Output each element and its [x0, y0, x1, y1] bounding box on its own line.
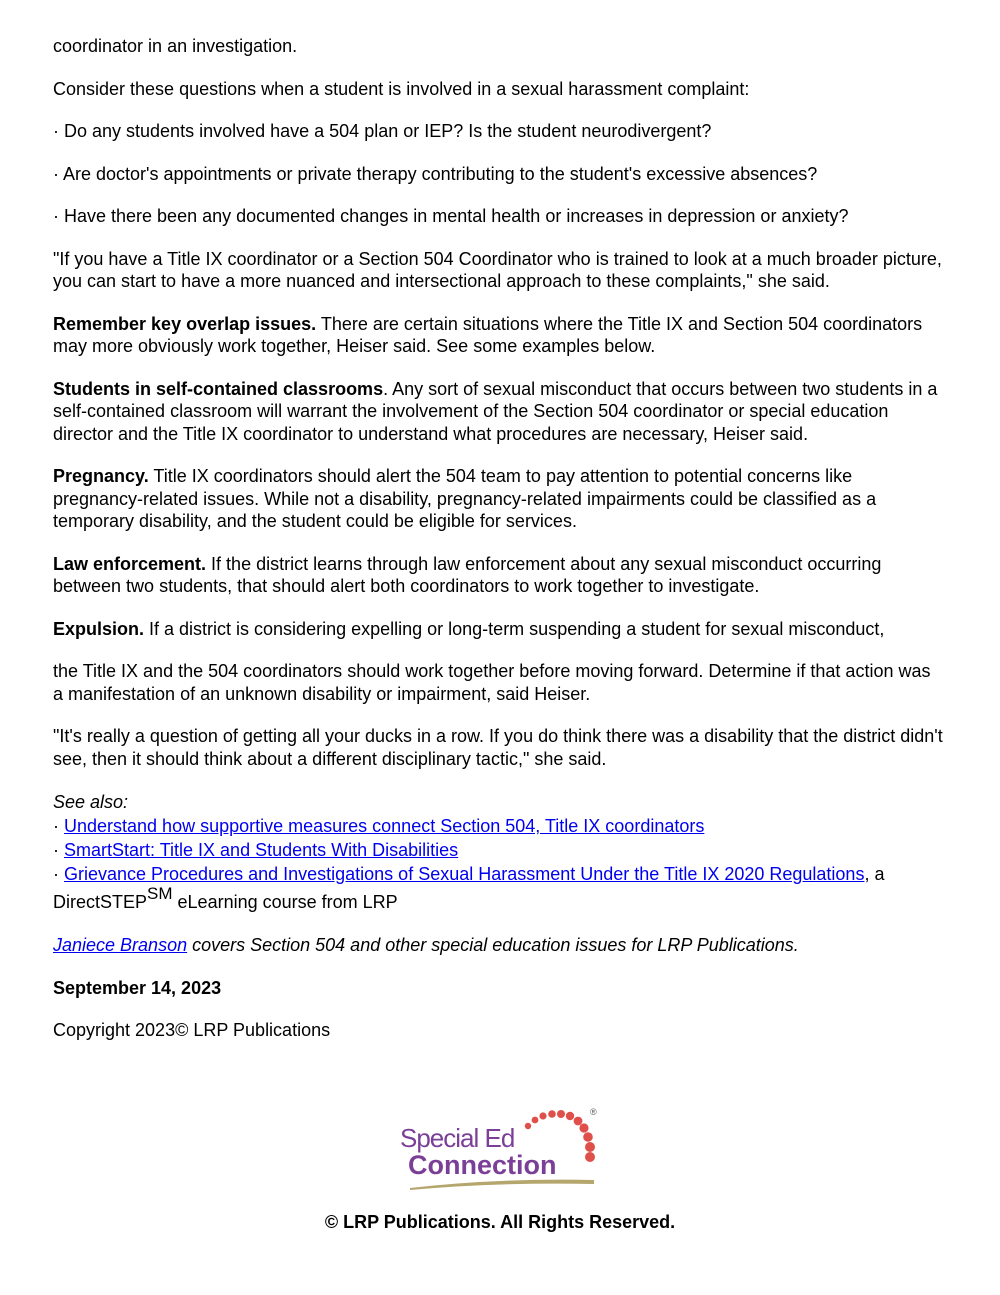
section-pregnancy — [53, 465, 943, 533]
section-text: Title IX coordinators should alert the 504 team to pay attention to potential concerns like pregnancy-related issues. While not a disability, pregnancy-related impairments could be classified as a temporary disability, and the student could be eligible for services. — [53, 466, 877, 531]
question-3: · Have there been any documented changes in mental health or increases in depression or anxiety? — [53, 206, 849, 226]
registered-mark: ® — [590, 1107, 597, 1117]
author-link[interactable]: Janiece Branson — [53, 935, 188, 955]
section-overlap — [53, 313, 943, 358]
logo-line-1: Special Ed — [400, 1123, 515, 1153]
article-body — [53, 35, 943, 1062]
link-supportive-measures[interactable]: Understand how supportive measures connect Section 504, Title IX coordinators — [64, 816, 705, 836]
section-heading: Remember key overlap issues. — [53, 313, 317, 334]
section-expulsion — [53, 618, 943, 641]
footer-rights: © LRP Publications. All Rights Reserved. — [324, 1212, 676, 1232]
expulsion-continued: the Title IX and the 504 coordinators should work together before moving forward. Determine if that action was a manifestation of an unknown disability or impairment, said Heiser. — [53, 661, 931, 704]
section-law-enforcement — [53, 553, 943, 598]
link-smartstart[interactable]: SmartStart: Title IX and Students With Disabilities — [64, 840, 459, 860]
question-1: · Do any students involved have a 504 plan or IEP? Is the student neurodivergent? — [53, 121, 712, 141]
intro-fragment: coordinator in an investigation. — [53, 36, 298, 56]
author-text: covers Section 504 and other special education issues for LRP Publications. — [187, 935, 799, 955]
section-heading: Pregnancy. — [53, 466, 149, 486]
date — [53, 977, 943, 1000]
bullet: · — [53, 816, 64, 836]
section-heading: Expulsion. — [53, 618, 145, 639]
see-also-label: See also: — [53, 792, 129, 812]
quote-1: "If you have a Title IX coordinator or a Section 504 Coordinator who is trained to look at a much broader picture, you can start to have a more nuanced and intersectional approach to these complaints," she said. — [53, 248, 942, 291]
quote-2: "It's really a question of getting all your ducks in a row. If you do think there was a disability that the district didn't see, then it should think about a different disciplinary tactic," she said. — [53, 726, 943, 769]
date-text: September 14, 2023 — [53, 977, 222, 998]
section-text: If a district is considering expelling or long-term suspending a student for sexual misconduct, — [144, 618, 885, 639]
question-2: · Are doctor's appointments or private therapy contributing to the student's excessive absences? — [53, 163, 818, 184]
see-also — [53, 790, 943, 914]
special-ed-connection-logo — [398, 1106, 608, 1196]
section-text: If the district learns through law enforcement about any sexual misconduct occurring between two students, that should alert both coordinators to work together to investigate. — [53, 553, 882, 596]
course-name: DirectSTEP — [53, 892, 148, 912]
bullet: · — [53, 840, 64, 860]
link-suffix: , a — [864, 864, 885, 884]
logo-swoosh — [410, 1180, 594, 1190]
author-note — [53, 934, 943, 957]
section-self-contained — [53, 378, 943, 446]
consider-intro: Consider these questions when a student is involved in a sexual harassment complaint: — [53, 78, 750, 99]
section-text: There are certain situations where the Title IX and Section 504 coordinators may more obviously work together, Heiser said. See some examples below. — [53, 313, 923, 356]
copyright: Copyright 2023© LRP Publications — [53, 1020, 331, 1040]
section-heading: Law enforcement. — [53, 553, 207, 574]
link-grievance-procedures[interactable]: Grievance Procedures and Investigations of Sexual Harassment Under the Title IX 2020 Regulations — [64, 864, 865, 884]
section-heading: Students in self-contained classrooms — [53, 378, 384, 399]
section-text: . Any sort of sexual misconduct that occurs between two students in a self-contained classroom will warrant the involvement of the Section 504 coordinator or special education director and the Title IX coordinator to understand what procedures are necessary, Heiser said. — [53, 378, 938, 444]
logo-line-2: Connection — [408, 1150, 557, 1180]
bullet: · — [53, 864, 64, 884]
service-mark: SM — [147, 884, 173, 903]
course-desc: eLearning course from LRP — [172, 892, 398, 912]
